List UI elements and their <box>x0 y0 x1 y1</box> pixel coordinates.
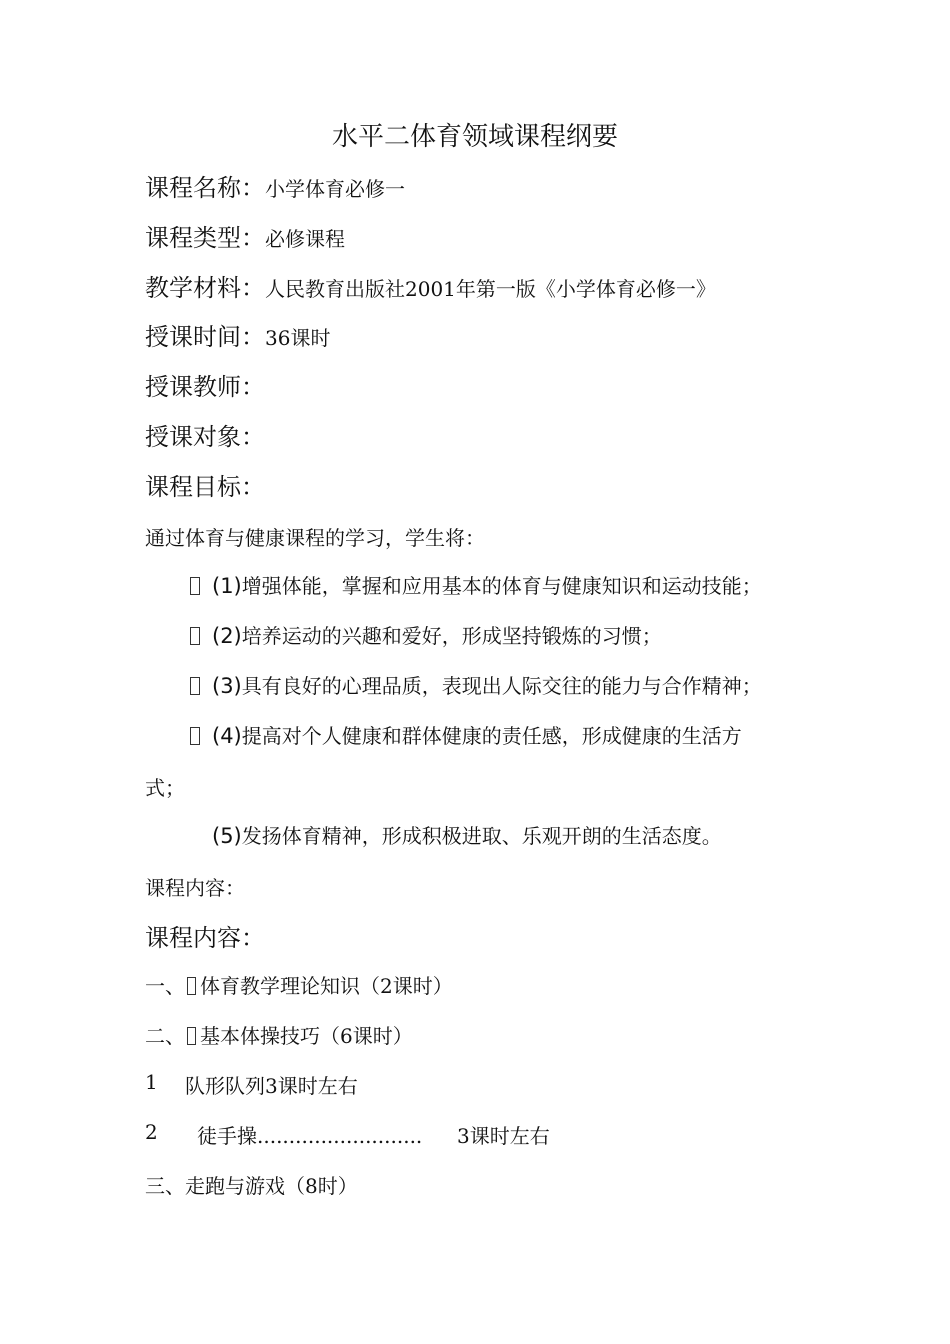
field-label: 课程目标： <box>145 473 265 501</box>
field-materials <box>145 268 716 303</box>
objectives-intro: 通过体育与健康课程的学习，学生将： <box>145 526 485 550</box>
field-value: 人民教育出版社2001年第一版《小学体育必修一》 <box>265 277 716 301</box>
field-label: 授课对象： <box>145 423 265 451</box>
bullet-box-icon <box>190 577 200 595</box>
list-item-name: 徒手操.......................... <box>197 1124 423 1148</box>
field-label: 课程名称： <box>145 174 265 202</box>
field-label: 课程类型： <box>145 224 265 252</box>
section-text: 体育教学理论知识（2课时） <box>200 974 453 998</box>
section-prefix: 一、 <box>145 974 185 998</box>
field-label: 教学材料： <box>145 274 265 302</box>
list-item-name: 队形队列3课时左右 <box>185 1074 358 1098</box>
goal-item <box>190 720 742 749</box>
goal-number: (3) <box>212 674 242 698</box>
field-teacher <box>145 367 265 402</box>
goal-number: (4) <box>212 724 242 748</box>
field-label: 授课时间： <box>145 323 265 351</box>
goal-text: 提高对个人健康和群体健康的责任感，形成健康的生活方 <box>241 724 742 748</box>
list-item-hours: 3课时左右 <box>457 1124 550 1148</box>
document-title: 水平二体育领域课程纲要 <box>331 122 618 152</box>
goal-number: (5) <box>212 824 242 848</box>
section-prefix: 二、 <box>145 1024 185 1048</box>
bullet-box-icon <box>190 677 200 695</box>
goal-item <box>190 670 762 699</box>
bullet-box-icon <box>187 977 196 995</box>
bullet-box-icon <box>190 727 200 745</box>
section-item: 三、走跑与游戏（8时） <box>145 1174 358 1198</box>
field-duration <box>145 317 330 352</box>
goal-text: 发扬体育精神，形成积极进取、乐观开朗的生活态度。 <box>241 824 722 848</box>
goal-text: 具有良好的心理品质，表现出人际交往的能力与合作精神； <box>241 674 762 698</box>
list-item-number: 2 <box>145 1120 158 1144</box>
section-item <box>145 1020 413 1049</box>
field-course-name <box>145 168 405 203</box>
goal-text: 增强体能，掌握和应用基本的体育与健康知识和运动技能； <box>241 574 762 598</box>
field-value: 36课时 <box>265 326 331 350</box>
goal-text: 培养运动的兴趣和爱好，形成坚持锻炼的习惯； <box>241 624 662 648</box>
goal-item <box>190 620 662 649</box>
bullet-box-icon <box>187 1027 196 1045</box>
goal-item <box>190 570 762 599</box>
goal-number: (1) <box>212 574 242 598</box>
field-objectives <box>145 467 265 502</box>
field-label: 授课教师： <box>145 373 265 401</box>
field-audience <box>145 417 265 452</box>
content-heading-small: 课程内容： <box>145 876 245 900</box>
goal-number: (2) <box>212 624 242 648</box>
field-course-type <box>145 218 345 253</box>
list-item-number: 1 <box>145 1070 158 1094</box>
content-heading-large: 课程内容： <box>145 924 265 952</box>
field-value: 小学体育必修一 <box>265 177 405 201</box>
field-value: 必修课程 <box>265 227 345 251</box>
section-text: 基本体操技巧（6课时） <box>200 1024 413 1048</box>
goal-continuation: 式； <box>145 776 185 800</box>
section-item <box>145 970 453 999</box>
goal-item <box>212 820 722 849</box>
bullet-box-icon <box>190 627 200 645</box>
